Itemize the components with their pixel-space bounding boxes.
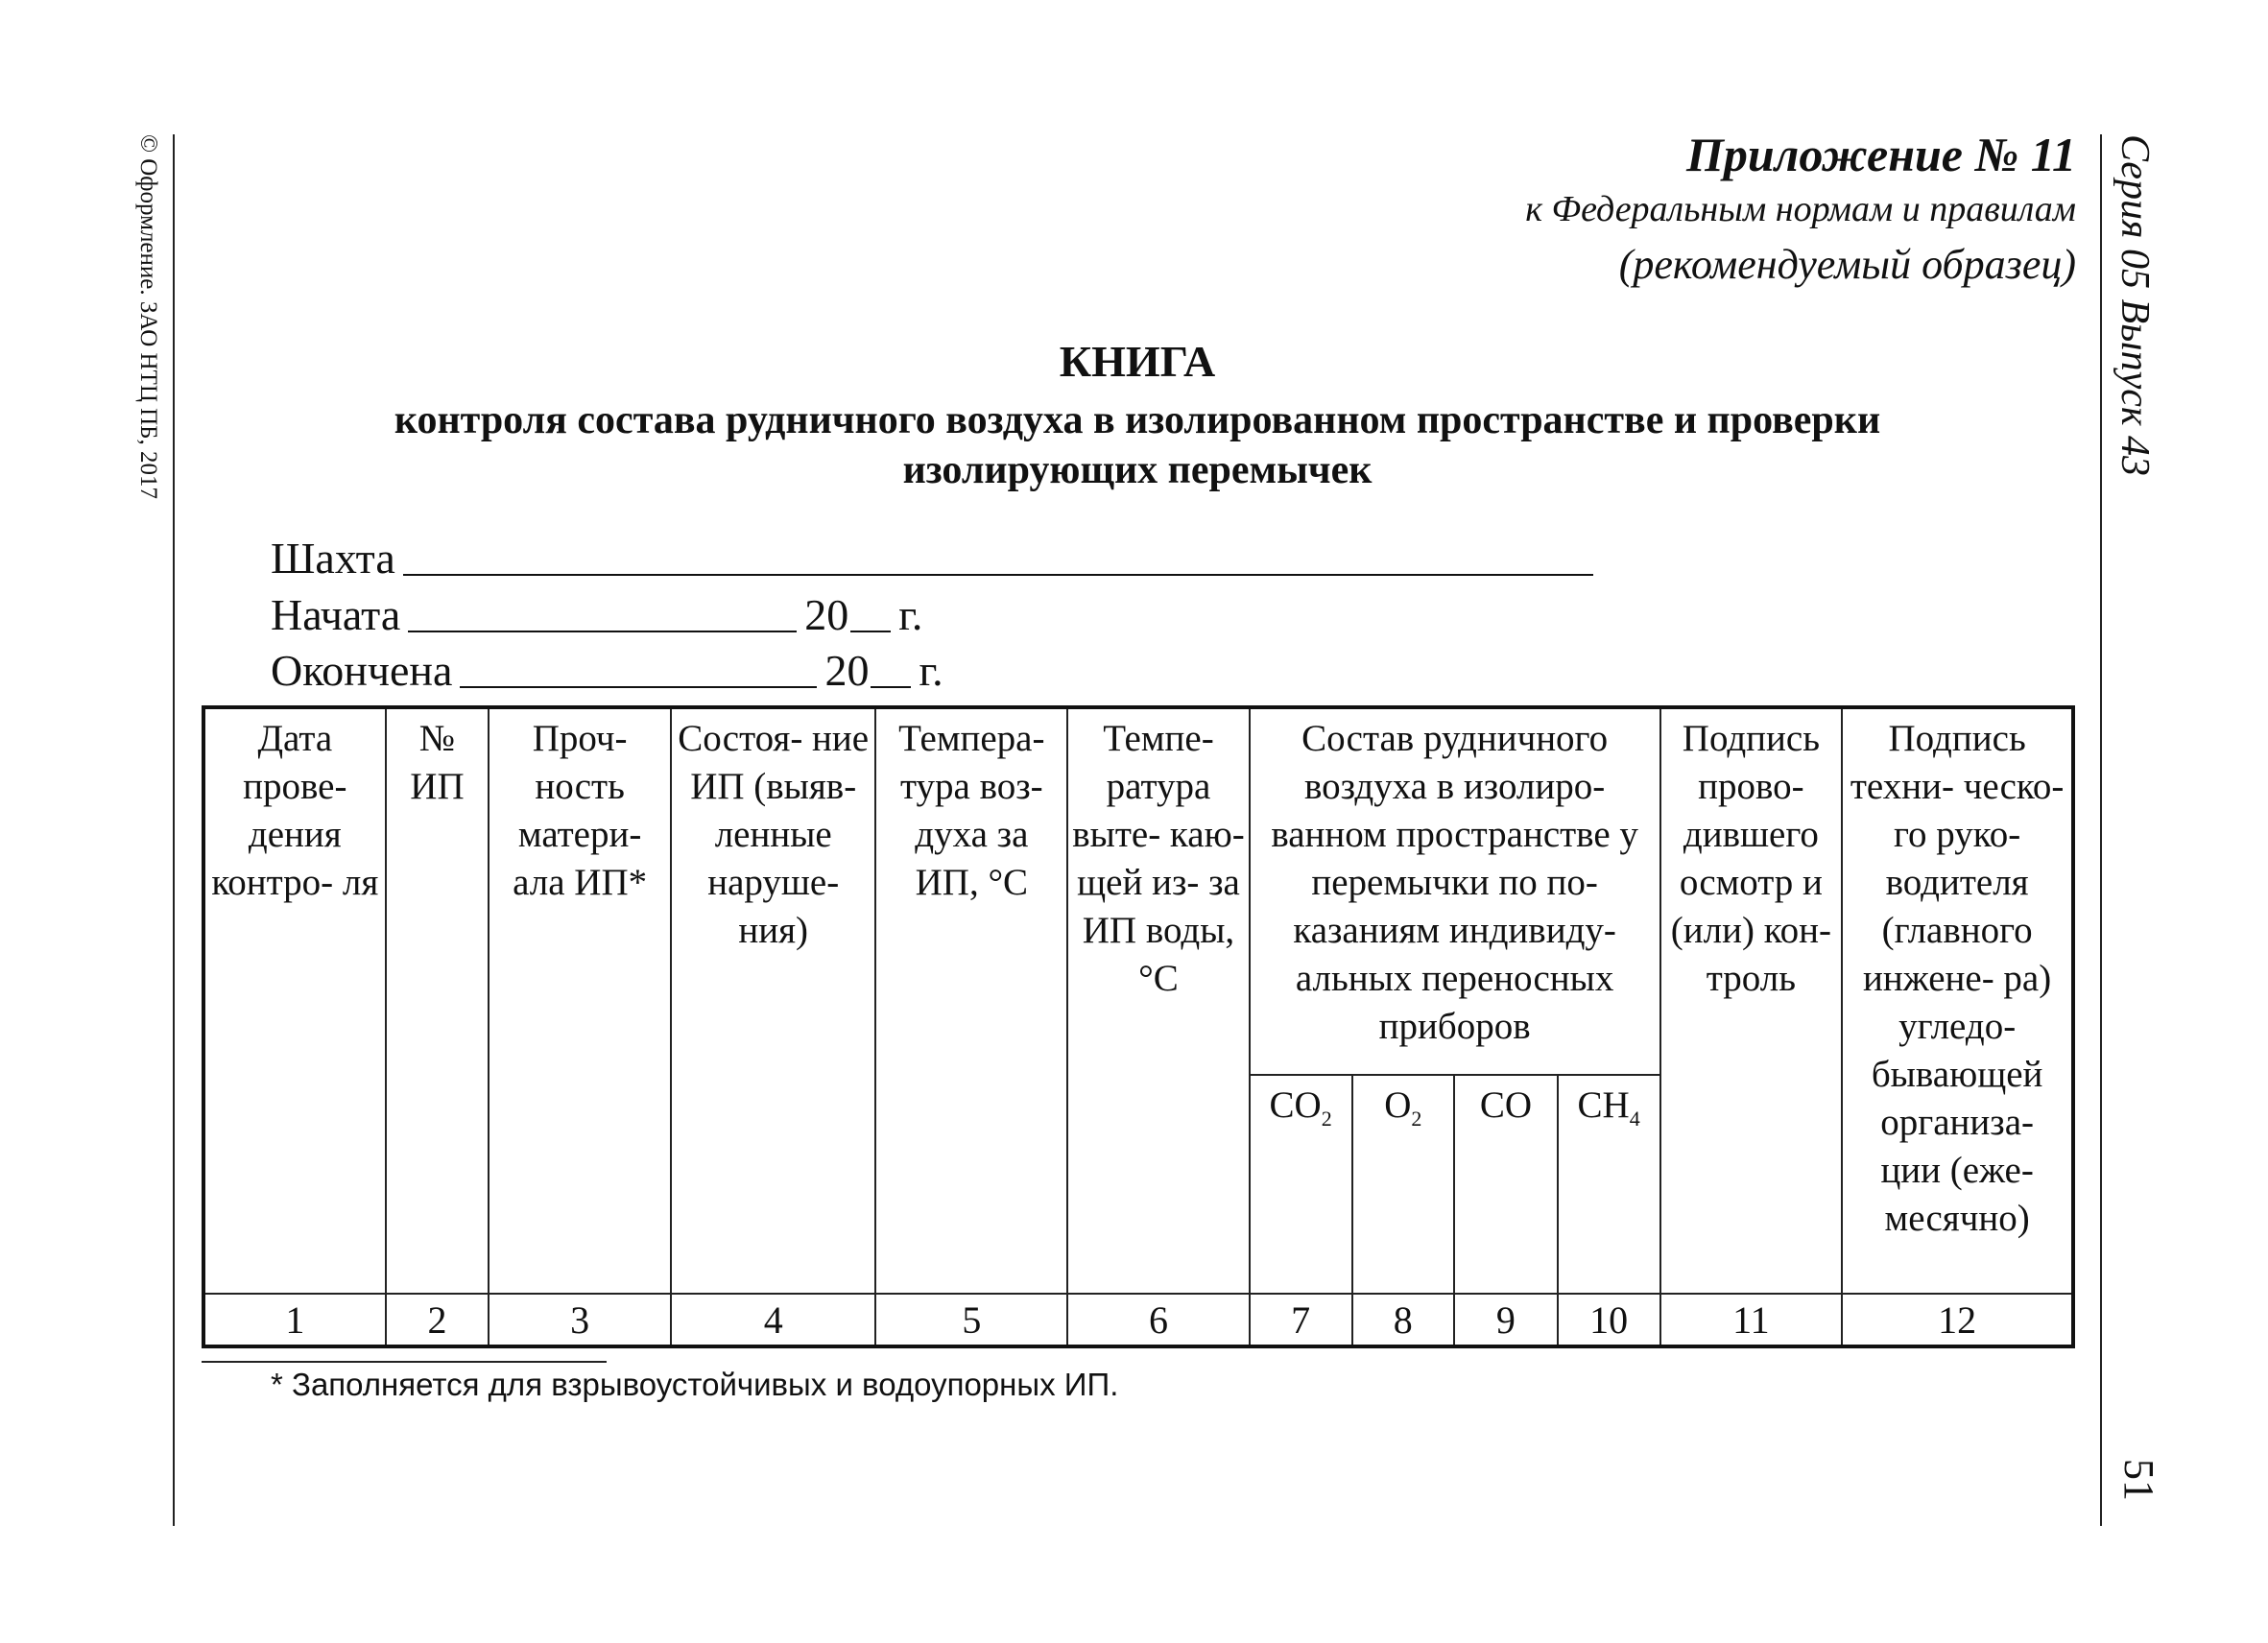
ended-label: Окончена [271,646,453,695]
started-date-blank[interactable] [408,594,797,632]
book-subtitle-line1: контроля состава рудничного воздуха в изолированном пространстве и проверки [394,398,1881,442]
copyright-note: © Оформление. ЗАО НТЦ ПБ, 2017 [135,134,161,500]
started-field [271,589,922,640]
column-number: 10 [1558,1294,1660,1346]
right-margin-rule [2100,134,2102,1526]
header-gas-co2: $CO_2$ [1250,1075,1352,1294]
appendix-subtitle: к Федеральным нормам и правилам [1525,189,2076,229]
appendix-title: Приложение № 11 [1685,128,2076,181]
column-number: 12 [1842,1294,2073,1346]
column-number: 9 [1454,1294,1558,1346]
header-ip-number: № ИП [386,707,489,1294]
ended-year-blank[interactable] [871,650,911,688]
footnote: * Заполняется для взрывоустойчивых и водоупорных ИП. [271,1367,1119,1402]
column-number: 1 [203,1294,386,1346]
book-subtitle [192,395,2083,495]
header-air-temperature: Темпера- тура воз- духа за ИП, °С [875,707,1067,1294]
header-gas-o2: $O_2$ [1352,1075,1455,1294]
header-water-temperature: Темпе- ратура выте- каю- щей из- за ИП воды, °С [1067,707,1250,1294]
header-gas-co: CO [1454,1075,1558,1294]
started-year-blank[interactable] [850,594,891,632]
mine-field [271,533,1601,583]
series-note: Серия 05 Выпуск 43 [2113,134,2157,476]
column-number: 8 [1352,1294,1455,1346]
started-year-prefix: 20 [804,590,849,639]
header-date: Дата прове- дения контро- ля [203,707,386,1294]
header-inspector-signature: Подпись прово- дившего осмотр и (или) кон- троль [1660,707,1843,1294]
column-number: 11 [1660,1294,1843,1346]
started-year-suffix: г. [898,590,923,639]
ended-field [271,645,943,696]
header-air-composition: Состав рудничного воздуха в изолиро- ванном пространстве у перемычки по по- казаниям индивиду- альных переносных приборов [1250,707,1660,1075]
mine-label: Шахта [271,534,395,583]
left-margin-rule [173,134,175,1526]
header-gas-ch4: $CH_4$ [1558,1075,1660,1294]
column-number: 2 [386,1294,489,1346]
ended-year-prefix: 20 [824,646,870,695]
started-label: Начата [271,590,401,639]
column-number: 5 [875,1294,1067,1346]
header-condition: Состоя- ние ИП (выяв- ленные наруше- ния) [671,707,876,1294]
column-number: 7 [1250,1294,1352,1346]
book-title: КНИГА [1059,337,1216,386]
footnote-rule [202,1361,607,1363]
header-manager-signature: Подпись техни- ческо- го руко- водителя (главного инжене- ра) угледо- бывающей организа- ции (еже- месячно) [1842,707,2073,1294]
mine-blank[interactable] [403,537,1593,576]
column-number: 4 [671,1294,876,1346]
header-strength: Проч- ность матери- ала ИП* [489,707,671,1294]
appendix-sample-note: (рекомендуемый образец) [1618,241,2076,288]
book-subtitle-line2: изолирующих перемычек [902,448,1373,492]
ended-date-blank[interactable] [460,650,817,688]
page-number: 51 [2115,1459,2162,1501]
ended-year-suffix: г. [919,646,943,695]
column-number: 6 [1067,1294,1250,1346]
column-number: 3 [489,1294,671,1346]
control-log-table [202,705,2075,1348]
